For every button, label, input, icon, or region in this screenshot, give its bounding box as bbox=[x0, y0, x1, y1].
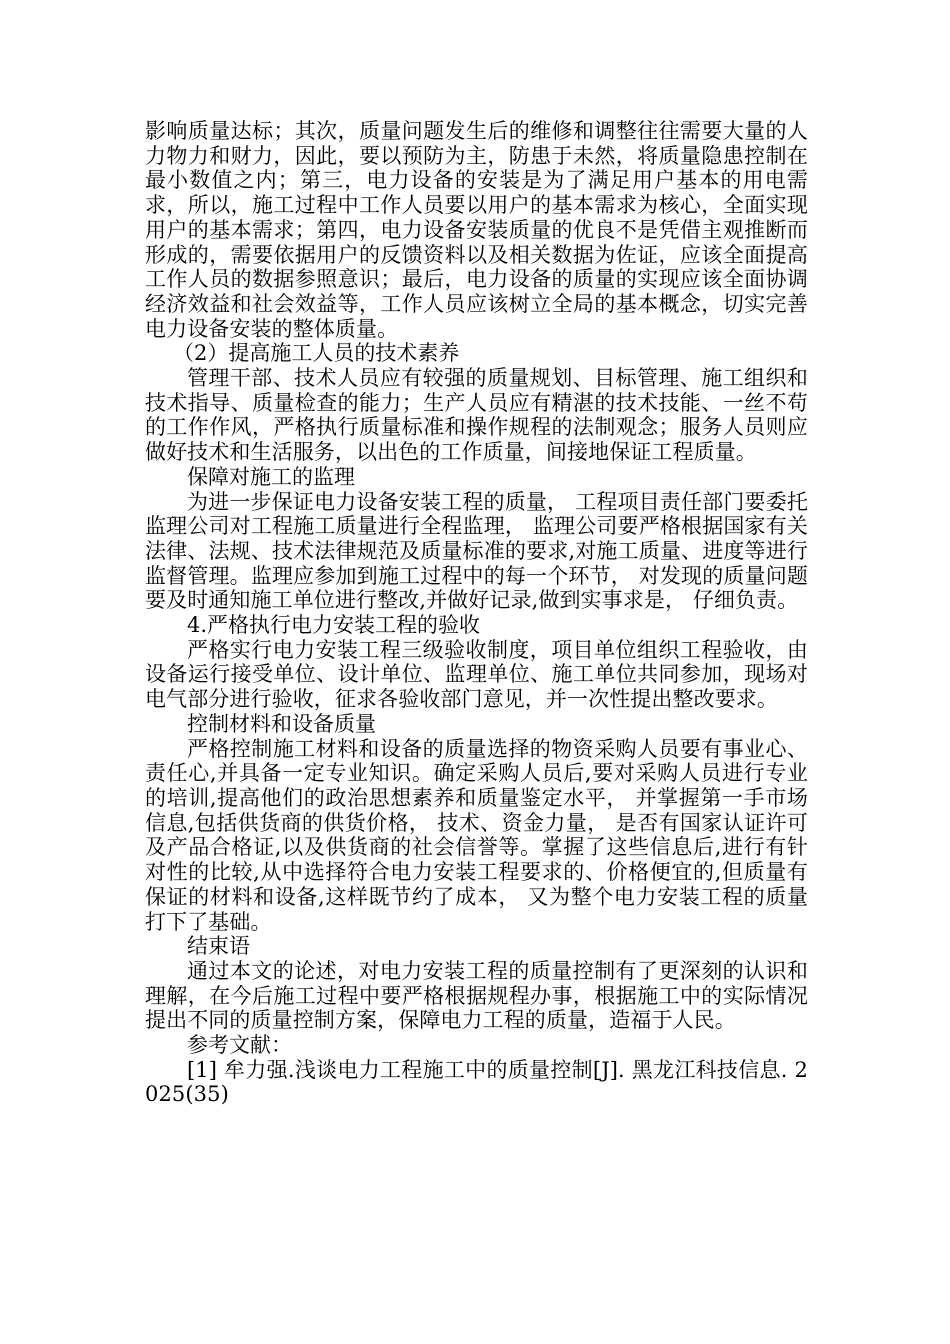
body-paragraph-quality-principles: 影响质量达标；其次，质量问题发生后的维修和调整往往需要大量的人力物力和财力，因此，要以预防为主，防患于未然，将质量隐患控制在最小数值之内；第三，电力设备的安装是为了满足用户基本的用电需求，所以，施工过程中工作人员要以用户的基本需求为核心，全面实现用户的基本需求；第四，电力设备安装质量的优良不是凭借主观推断而形成的，需要依据用户的反馈资料以及相关数据为佐证，应该全面提高工作人员的数据参照意识；最后，电力设备的质量的实现应该全面协调经济效益和社会效益等，工作人员应该树立全局的基本概念，切实完善电力设备安装的整体质量。 bbox=[145, 119, 808, 341]
body-paragraph-technical-skills: 管理干部、技术人员应有较强的质量规划、目标管理、施工组织和技术指导、质量检查的能力；生产人员应有精湛的技术技能、一丝不苟的工作作风，严格执行质量标准和操作规程的法制观念；服务人员则应做好技术和生活服务，以出色的工作质量，间接地保证工程质量。 bbox=[145, 366, 808, 465]
body-paragraph-conclusion: 通过本文的论述，对电力安装工程的质量控制有了更深刻的认识和理解，在今后施工过程中要严格根据规程办事，根据施工中的实际情况提出不同的质量控制方案，保障电力工程的质量，造福于人民。 bbox=[145, 958, 808, 1033]
document-page bbox=[145, 119, 808, 1107]
body-paragraph-materials: 严格控制施工材料和设备的质量选择的物资采购人员要有事业心、责任心,并具备一定专业知识。确定采购人员后,要对采购人员进行专业的培训,提高他们的政治思想素养和质量鉴定水平， 并掌握第一手市场信息,包括供货商的供货价格， 技术、资金力量， 是否有国家认证许可及产品合格证,以及供货商的社会信誉等。掌握了这些信息后,进行有针对性的比较,从中选择符合电力安装工程要求的、价格便宜的,但质量有保证的材料和设备,这样既节约了成本， 又为整个电力安装工程的质量打下了基础。 bbox=[145, 736, 808, 934]
section-heading-conclusion: 结束语 bbox=[187, 934, 250, 959]
body-paragraph-acceptance: 严格实行电力安装工程三级验收制度，项目单位组织工程验收，由设备运行接受单位、设计单位、监理单位、施工单位共同参加，现场对电气部分进行验收，征求各验收部门意见，并一次性提出整改要求。 bbox=[145, 637, 808, 712]
body-paragraph-supervision: 为进一步保证电力设备安装工程的质量， 工程项目责任部门要委托监理公司对工程施工质量进行全程监理， 监理公司要严格根据国家有关法律、法规、技术法律规范及质量标准的要求,对施工质量、进度等进行监督管理。监理应参加到施工过程中的每一个环节， 对发现的质量问题要及时通知施工单位进行整改,并做好记录,做到实事求是， 仔细负责。 bbox=[145, 489, 808, 613]
section-heading-technical-skills: （2）提高施工人员的技术素养 bbox=[173, 341, 460, 366]
section-heading-acceptance: 4.严格执行电力安装工程的验收 bbox=[187, 613, 481, 638]
section-heading-supervision: 保障对施工的监理 bbox=[187, 464, 355, 489]
section-heading-references: 参考文献： bbox=[187, 1033, 292, 1058]
section-heading-materials: 控制材料和设备质量 bbox=[187, 711, 376, 736]
reference-item: [1] 牟力强.浅谈电力工程施工中的质量控制[J]. 黑龙江科技信息. 2025(35) bbox=[145, 1057, 808, 1107]
